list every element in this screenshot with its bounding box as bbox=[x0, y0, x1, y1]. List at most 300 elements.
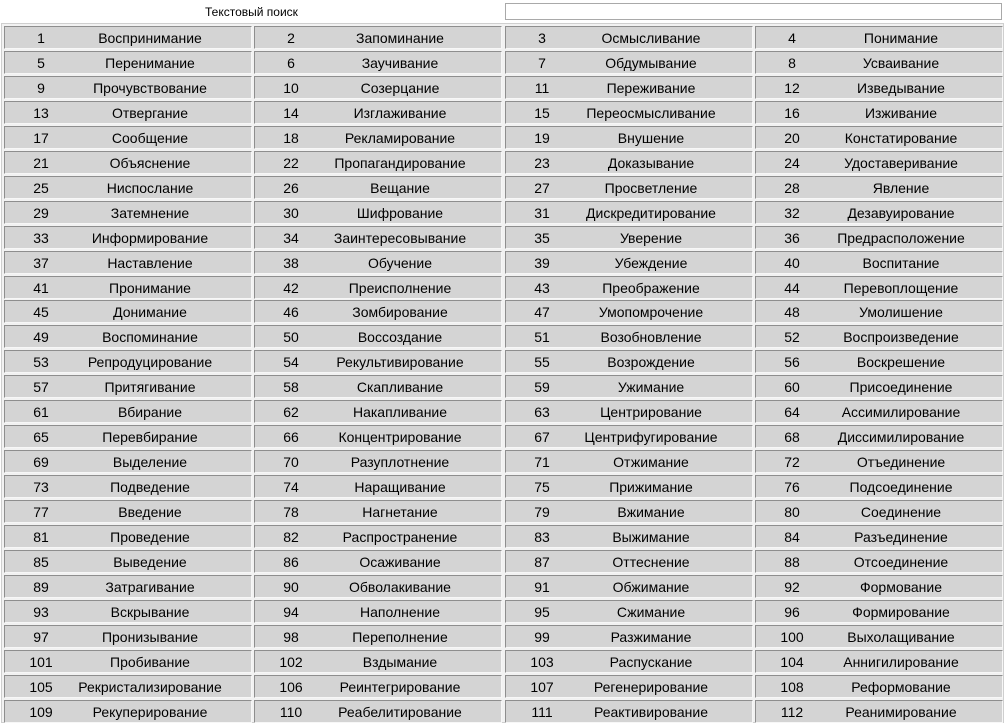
word-number: 13 bbox=[33, 105, 49, 121]
word-number: 75 bbox=[534, 479, 550, 495]
word-cell[interactable] bbox=[505, 675, 753, 698]
word-cell[interactable] bbox=[755, 450, 1003, 473]
word-label: Скапливание bbox=[356, 379, 444, 395]
word-cell[interactable] bbox=[505, 575, 753, 598]
word-cell[interactable] bbox=[254, 400, 502, 423]
word-label: Заучивание bbox=[361, 55, 439, 71]
word-number: 15 bbox=[534, 105, 550, 121]
word-cell[interactable] bbox=[505, 475, 753, 498]
word-label: Осаживание bbox=[359, 554, 441, 570]
word-number: 82 bbox=[283, 529, 299, 545]
word-number: 43 bbox=[534, 280, 550, 296]
word-number: 93 bbox=[33, 604, 49, 620]
word-label: Рекристализирование bbox=[78, 679, 222, 695]
word-number: 29 bbox=[33, 205, 49, 221]
word-cell[interactable] bbox=[254, 700, 502, 723]
word-label: Вздымание bbox=[362, 654, 438, 670]
word-label: Воссоздание bbox=[357, 329, 443, 345]
word-label: Репродуцирование bbox=[87, 354, 213, 370]
word-label: Притягивание bbox=[104, 379, 196, 395]
word-cell[interactable] bbox=[254, 276, 502, 299]
word-number: 74 bbox=[283, 479, 299, 495]
word-cell[interactable] bbox=[505, 600, 753, 623]
word-label: Воскрешение bbox=[856, 354, 946, 370]
word-number: 78 bbox=[283, 504, 299, 520]
word-number: 2 bbox=[287, 30, 295, 46]
word-cell[interactable] bbox=[505, 201, 753, 224]
word-number: 51 bbox=[534, 329, 550, 345]
word-number: 49 bbox=[33, 329, 49, 345]
word-cell[interactable] bbox=[755, 251, 1003, 274]
word-cell[interactable] bbox=[254, 550, 502, 573]
word-number: 32 bbox=[784, 205, 800, 221]
word-label: Осмысливание bbox=[601, 30, 701, 46]
word-number: 1 bbox=[37, 30, 45, 46]
word-cell[interactable] bbox=[755, 675, 1003, 698]
word-cell[interactable] bbox=[505, 700, 753, 723]
word-label: Умолишение bbox=[859, 304, 943, 320]
word-label: Изведывание bbox=[857, 80, 945, 96]
word-label: Центрирование bbox=[600, 404, 702, 420]
word-cell[interactable] bbox=[4, 525, 252, 548]
word-number: 109 bbox=[29, 704, 53, 720]
word-cell[interactable] bbox=[254, 350, 502, 373]
word-number: 69 bbox=[33, 454, 49, 470]
word-number: 63 bbox=[534, 404, 550, 420]
word-cell[interactable] bbox=[4, 475, 252, 498]
word-label: Воспринимание bbox=[98, 30, 202, 46]
word-cell[interactable] bbox=[755, 500, 1003, 523]
word-label: Прочувствование bbox=[93, 80, 207, 96]
word-number: 28 bbox=[784, 180, 800, 196]
word-label: Рекламирование bbox=[344, 130, 456, 146]
word-label: Объяснение bbox=[109, 155, 191, 171]
word-cell[interactable] bbox=[254, 300, 502, 323]
word-cell[interactable] bbox=[254, 126, 502, 149]
word-cell[interactable] bbox=[4, 675, 252, 698]
word-cell[interactable] bbox=[505, 101, 753, 124]
word-cell[interactable] bbox=[254, 325, 502, 348]
word-number: 79 bbox=[534, 504, 550, 520]
word-label: Запоминание bbox=[356, 30, 444, 46]
word-number: 39 bbox=[534, 255, 550, 271]
word-number: 62 bbox=[283, 404, 299, 420]
word-cell[interactable] bbox=[505, 151, 753, 174]
word-cell[interactable] bbox=[505, 276, 753, 299]
word-cell[interactable] bbox=[505, 300, 753, 323]
word-cell[interactable] bbox=[755, 300, 1003, 323]
word-label: Выделение bbox=[112, 454, 188, 470]
word-number: 91 bbox=[534, 579, 550, 595]
word-label: Вбирание bbox=[117, 404, 183, 420]
word-label: Ниспослание bbox=[106, 180, 194, 196]
word-number: 65 bbox=[33, 429, 49, 445]
word-number: 86 bbox=[283, 554, 299, 570]
word-label: Шифрование bbox=[356, 205, 444, 221]
word-number: 103 bbox=[530, 654, 554, 670]
word-number: 73 bbox=[33, 479, 49, 495]
word-cell[interactable] bbox=[254, 51, 502, 74]
word-label: Формование bbox=[859, 579, 943, 595]
word-label: Соединение bbox=[860, 504, 942, 520]
word-label: Центрифугирование bbox=[584, 429, 718, 445]
word-label: Вскрывание bbox=[110, 604, 190, 620]
word-cell[interactable] bbox=[4, 51, 252, 74]
word-label: Выхолащивание bbox=[847, 629, 955, 645]
word-number: 76 bbox=[784, 479, 800, 495]
word-cell[interactable] bbox=[254, 600, 502, 623]
word-cell[interactable] bbox=[4, 300, 252, 323]
word-label: Дискредитирование bbox=[586, 205, 716, 221]
word-label: Сжимание bbox=[616, 604, 686, 620]
word-number: 55 bbox=[534, 354, 550, 370]
word-label: Уверение bbox=[619, 230, 683, 246]
word-number: 44 bbox=[784, 280, 800, 296]
word-cell[interactable] bbox=[755, 425, 1003, 448]
word-number: 98 bbox=[283, 629, 299, 645]
word-cell[interactable] bbox=[4, 350, 252, 373]
word-cell[interactable] bbox=[755, 525, 1003, 548]
word-label: Разжимание bbox=[610, 629, 692, 645]
word-label: Разуплотнение bbox=[350, 454, 450, 470]
word-cell[interactable] bbox=[254, 375, 502, 398]
word-cell[interactable] bbox=[755, 325, 1003, 348]
word-cell[interactable] bbox=[755, 400, 1003, 423]
word-cell[interactable] bbox=[4, 575, 252, 598]
word-cell[interactable] bbox=[254, 625, 502, 648]
word-cell[interactable] bbox=[505, 51, 753, 74]
word-label: Отсоединение bbox=[853, 554, 949, 570]
word-label: Распространение bbox=[342, 529, 458, 545]
word-cell[interactable] bbox=[755, 26, 1003, 49]
word-label: Воспитание bbox=[862, 255, 940, 271]
word-cell[interactable] bbox=[755, 475, 1003, 498]
word-number: 21 bbox=[33, 155, 49, 171]
word-number: 48 bbox=[784, 304, 800, 320]
word-grid bbox=[1, 23, 1004, 723]
word-cell[interactable] bbox=[755, 650, 1003, 673]
word-label: Преисполнение bbox=[348, 280, 452, 296]
word-label: Информирование bbox=[91, 230, 209, 246]
word-number: 90 bbox=[283, 579, 299, 595]
word-number: 40 bbox=[784, 255, 800, 271]
word-number: 35 bbox=[534, 230, 550, 246]
word-cell[interactable] bbox=[4, 500, 252, 523]
search-input[interactable] bbox=[505, 3, 1002, 20]
word-label: Умопомрочение bbox=[598, 304, 704, 320]
word-cell[interactable] bbox=[254, 176, 502, 199]
word-number: 16 bbox=[784, 105, 800, 121]
word-cell[interactable] bbox=[254, 101, 502, 124]
word-number: 97 bbox=[33, 629, 49, 645]
word-number: 108 bbox=[780, 679, 804, 695]
word-cell[interactable] bbox=[4, 26, 252, 49]
word-cell[interactable] bbox=[505, 126, 753, 149]
word-number: 3 bbox=[538, 30, 546, 46]
word-label: Созерцание bbox=[360, 80, 440, 96]
word-number: 33 bbox=[33, 230, 49, 246]
word-label: Пробивание bbox=[110, 654, 190, 670]
word-label: Вещание bbox=[370, 180, 430, 196]
word-number: 31 bbox=[534, 205, 550, 221]
word-number: 18 bbox=[283, 130, 299, 146]
word-label: Усваивание bbox=[862, 55, 940, 71]
word-label: Рекуперирование bbox=[92, 704, 208, 720]
word-number: 30 bbox=[283, 205, 299, 221]
word-number: 19 bbox=[534, 130, 550, 146]
word-number: 112 bbox=[780, 704, 804, 720]
word-cell[interactable] bbox=[254, 151, 502, 174]
word-label: Ассимилирование bbox=[841, 404, 961, 420]
word-cell[interactable] bbox=[4, 425, 252, 448]
word-cell[interactable] bbox=[755, 350, 1003, 373]
word-label: Зомбирование bbox=[352, 304, 448, 320]
word-cell[interactable] bbox=[755, 276, 1003, 299]
word-cell[interactable] bbox=[505, 650, 753, 673]
word-cell[interactable] bbox=[505, 226, 753, 249]
word-cell[interactable] bbox=[4, 176, 252, 199]
word-cell[interactable] bbox=[4, 325, 252, 348]
word-cell[interactable] bbox=[755, 700, 1003, 723]
word-cell[interactable] bbox=[254, 26, 502, 49]
word-label: Явление bbox=[872, 180, 930, 196]
word-number: 106 bbox=[279, 679, 303, 695]
word-label: Обволакивание bbox=[349, 579, 451, 595]
word-number: 95 bbox=[534, 604, 550, 620]
word-cell[interactable] bbox=[254, 475, 502, 498]
word-label: Сообщение bbox=[111, 130, 189, 146]
word-number: 105 bbox=[29, 679, 53, 695]
word-label: Пронизывание bbox=[101, 629, 199, 645]
word-number: 99 bbox=[534, 629, 550, 645]
word-label: Вжимание bbox=[617, 504, 685, 520]
word-cell[interactable] bbox=[4, 400, 252, 423]
word-cell[interactable] bbox=[254, 76, 502, 99]
word-number: 5 bbox=[37, 55, 45, 71]
word-cell[interactable] bbox=[755, 625, 1003, 648]
word-label: Внушение bbox=[617, 130, 685, 146]
word-number: 54 bbox=[283, 354, 299, 370]
word-label: Реанимирование bbox=[845, 704, 957, 720]
word-label: Оттеснение bbox=[612, 554, 690, 570]
word-number: 56 bbox=[784, 354, 800, 370]
word-number: 14 bbox=[283, 105, 299, 121]
word-cell[interactable] bbox=[505, 76, 753, 99]
word-label: Возрождение bbox=[607, 354, 695, 370]
word-number: 7 bbox=[538, 55, 546, 71]
word-number: 57 bbox=[33, 379, 49, 395]
word-label: Концентрирование bbox=[338, 429, 462, 445]
word-number: 87 bbox=[534, 554, 550, 570]
word-label: Ужимание bbox=[617, 379, 685, 395]
word-label: Переживание bbox=[606, 80, 696, 96]
word-label: Дезавуирование bbox=[847, 205, 955, 221]
word-label: Констатирование bbox=[844, 130, 958, 146]
word-number: 70 bbox=[283, 454, 299, 470]
word-label: Подведение bbox=[110, 479, 190, 495]
word-label: Обучение bbox=[367, 255, 433, 271]
word-label: Воспроизведение bbox=[843, 329, 959, 345]
word-number: 101 bbox=[29, 654, 53, 670]
word-number: 104 bbox=[780, 654, 804, 670]
word-cell[interactable] bbox=[755, 176, 1003, 199]
word-label: Отжимание bbox=[613, 454, 689, 470]
word-cell[interactable] bbox=[505, 325, 753, 348]
word-cell[interactable] bbox=[755, 51, 1003, 74]
word-number: 23 bbox=[534, 155, 550, 171]
word-number: 81 bbox=[33, 529, 49, 545]
word-label: Донимание bbox=[113, 304, 187, 320]
word-cell[interactable] bbox=[254, 575, 502, 598]
word-number: 42 bbox=[283, 280, 299, 296]
word-cell[interactable] bbox=[755, 375, 1003, 398]
word-cell[interactable] bbox=[4, 375, 252, 398]
word-label: Проведение bbox=[110, 529, 190, 545]
word-label: Выжимание bbox=[612, 529, 690, 545]
word-cell[interactable] bbox=[4, 226, 252, 249]
word-number: 8 bbox=[788, 55, 796, 71]
word-number: 58 bbox=[283, 379, 299, 395]
word-label: Отъединение bbox=[856, 454, 946, 470]
word-cell[interactable] bbox=[505, 400, 753, 423]
word-number: 9 bbox=[37, 80, 45, 96]
word-cell[interactable] bbox=[755, 600, 1003, 623]
word-label: Переполнение bbox=[352, 629, 448, 645]
word-cell[interactable] bbox=[505, 350, 753, 373]
word-number: 10 bbox=[283, 80, 299, 96]
word-cell[interactable] bbox=[254, 251, 502, 274]
word-label: Затрагивание bbox=[105, 579, 195, 595]
word-cell[interactable] bbox=[755, 226, 1003, 249]
word-number: 110 bbox=[279, 704, 303, 720]
word-number: 96 bbox=[784, 604, 800, 620]
word-number: 50 bbox=[283, 329, 299, 345]
word-label: Понимание bbox=[863, 30, 939, 46]
word-cell[interactable] bbox=[4, 700, 252, 723]
word-cell[interactable] bbox=[4, 201, 252, 224]
word-cell[interactable] bbox=[755, 126, 1003, 149]
word-label: Предрасположение bbox=[837, 230, 965, 246]
word-label: Заинтересовывание bbox=[333, 230, 467, 246]
word-cell[interactable] bbox=[254, 201, 502, 224]
word-label: Распускание bbox=[609, 654, 693, 670]
word-number: 92 bbox=[784, 579, 800, 595]
word-cell[interactable] bbox=[505, 26, 753, 49]
word-number: 68 bbox=[784, 429, 800, 445]
word-number: 111 bbox=[531, 704, 553, 720]
word-cell[interactable] bbox=[4, 550, 252, 573]
word-cell[interactable] bbox=[254, 500, 502, 523]
word-label: Присоединение bbox=[849, 379, 953, 395]
word-cell[interactable] bbox=[505, 625, 753, 648]
word-label: Доказывание bbox=[607, 155, 695, 171]
word-number: 11 bbox=[534, 80, 550, 96]
word-cell[interactable] bbox=[755, 201, 1003, 224]
word-cell[interactable] bbox=[505, 176, 753, 199]
word-cell[interactable] bbox=[755, 151, 1003, 174]
word-number: 84 bbox=[784, 529, 800, 545]
word-cell[interactable] bbox=[254, 450, 502, 473]
word-cell[interactable] bbox=[505, 525, 753, 548]
word-label: Убеждение bbox=[614, 255, 688, 271]
word-cell[interactable] bbox=[254, 675, 502, 698]
word-cell[interactable] bbox=[4, 276, 252, 299]
word-cell[interactable] bbox=[254, 525, 502, 548]
word-number: 94 bbox=[283, 604, 299, 620]
word-cell[interactable] bbox=[755, 575, 1003, 598]
word-cell[interactable] bbox=[4, 151, 252, 174]
word-cell[interactable] bbox=[755, 101, 1003, 124]
word-label: Наращивание bbox=[354, 479, 446, 495]
word-label: Подсоединение bbox=[849, 479, 953, 495]
word-number: 52 bbox=[784, 329, 800, 345]
word-label: Реабелитирование bbox=[338, 704, 462, 720]
word-number: 41 bbox=[33, 280, 49, 296]
word-number: 37 bbox=[33, 255, 49, 271]
word-cell[interactable] bbox=[4, 450, 252, 473]
word-cell[interactable] bbox=[505, 450, 753, 473]
word-number: 53 bbox=[33, 354, 49, 370]
word-number: 6 bbox=[287, 55, 295, 71]
word-label: Перевоплощение bbox=[843, 280, 959, 296]
word-cell[interactable] bbox=[254, 650, 502, 673]
word-cell[interactable] bbox=[505, 425, 753, 448]
word-cell[interactable] bbox=[505, 251, 753, 274]
word-cell[interactable] bbox=[4, 625, 252, 648]
word-number: 46 bbox=[283, 304, 299, 320]
word-cell[interactable] bbox=[4, 650, 252, 673]
word-cell[interactable] bbox=[505, 500, 753, 523]
word-cell[interactable] bbox=[4, 76, 252, 99]
word-number: 88 bbox=[784, 554, 800, 570]
word-number: 100 bbox=[780, 629, 804, 645]
word-cell[interactable] bbox=[254, 226, 502, 249]
word-cell[interactable] bbox=[505, 375, 753, 398]
word-cell[interactable] bbox=[4, 600, 252, 623]
word-number: 27 bbox=[534, 180, 550, 196]
word-label: Регенерирование bbox=[593, 679, 709, 695]
word-label: Пронимание bbox=[109, 280, 191, 296]
word-number: 80 bbox=[784, 504, 800, 520]
word-label: Рекультивирование bbox=[336, 354, 464, 370]
word-label: Реинтегрирование bbox=[339, 679, 461, 695]
word-label: Реформование bbox=[851, 679, 951, 695]
word-label: Удоставеривание bbox=[844, 155, 958, 171]
word-label: Разъединение bbox=[854, 529, 948, 545]
word-number: 85 bbox=[33, 554, 49, 570]
word-label: Отвергание bbox=[111, 105, 189, 121]
word-number: 102 bbox=[279, 654, 303, 670]
word-cell[interactable] bbox=[4, 251, 252, 274]
word-number: 4 bbox=[788, 30, 796, 46]
word-cell[interactable] bbox=[755, 550, 1003, 573]
word-label: Диссимилирование bbox=[837, 429, 965, 445]
word-label: Наполнение bbox=[360, 604, 440, 620]
word-cell[interactable] bbox=[254, 425, 502, 448]
word-cell[interactable] bbox=[505, 550, 753, 573]
word-number: 25 bbox=[33, 180, 49, 196]
word-label: Переосмысливание bbox=[586, 105, 716, 121]
word-number: 45 bbox=[33, 304, 49, 320]
word-cell[interactable] bbox=[4, 101, 252, 124]
word-number: 38 bbox=[283, 255, 299, 271]
word-cell[interactable] bbox=[4, 126, 252, 149]
word-number: 72 bbox=[784, 454, 800, 470]
word-number: 60 bbox=[784, 379, 800, 395]
word-number: 12 bbox=[784, 80, 800, 96]
word-cell[interactable] bbox=[755, 76, 1003, 99]
word-label: Наставление bbox=[107, 255, 193, 271]
